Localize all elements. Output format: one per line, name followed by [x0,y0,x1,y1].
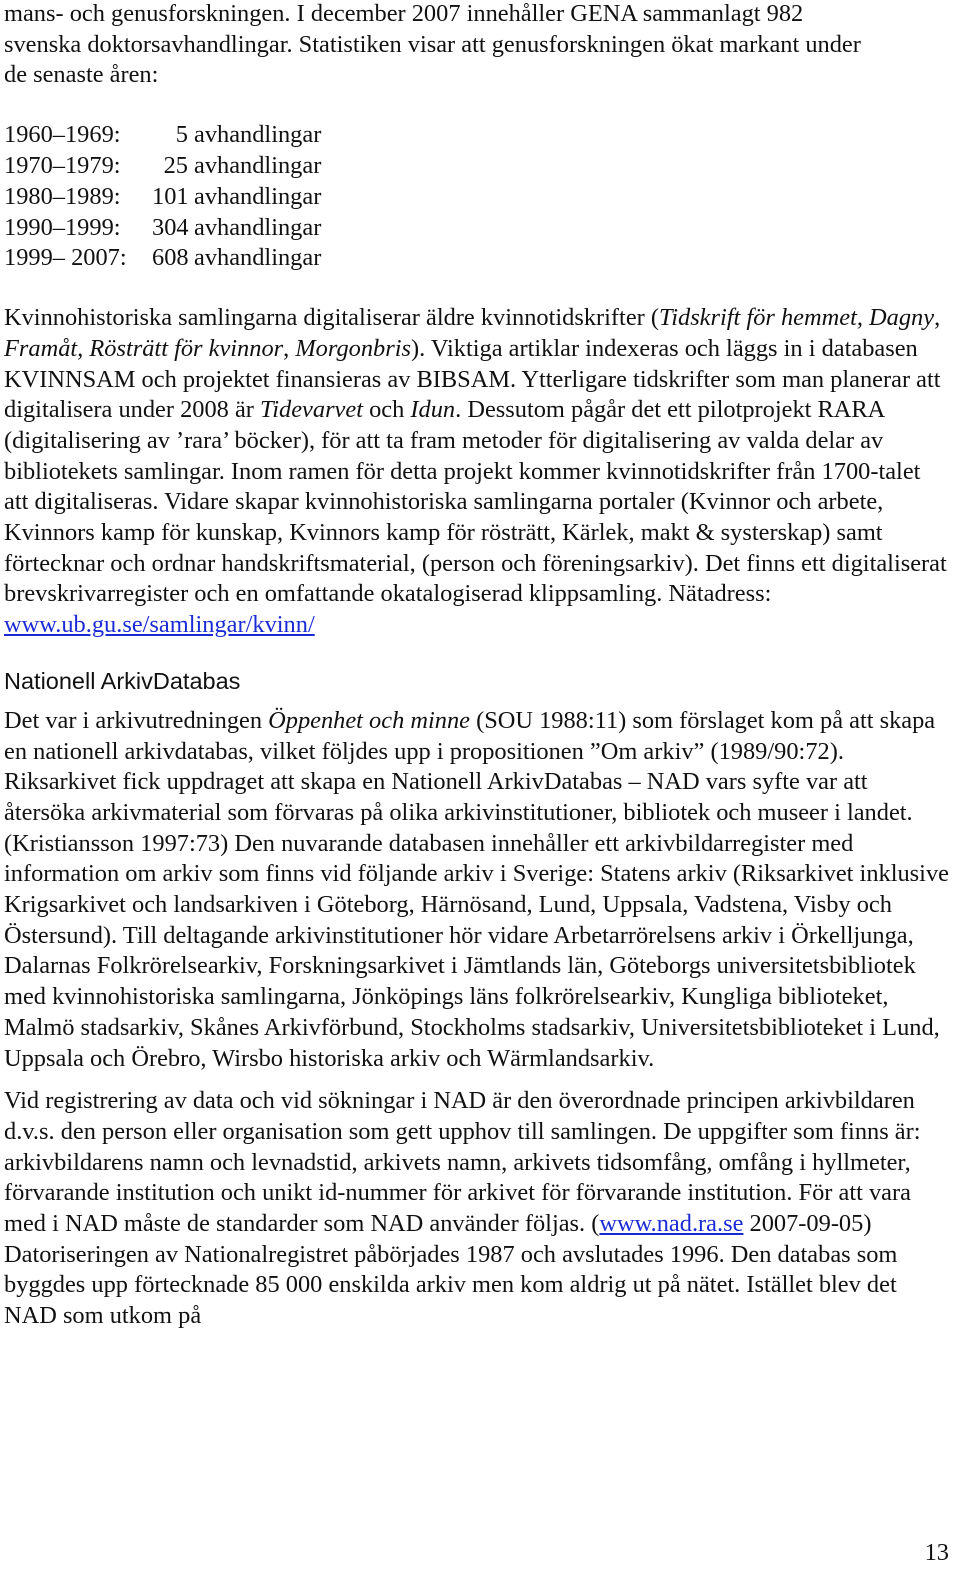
text-run: . Dessutom pågår det ett pilotprojekt RARA (digitalisering av ’rara’ böcker), för att ta fram metoder för digitalisering av valda delar av bibliotekets samlingar. Inom ramen för detta projekt kommer kvinnotidskrifter från 1700-talet att digitaliseras. Vidare skapar kvinnohistoriska samlingarna portaler (Kvinnor och arbete, Kvinnors kamp för kunskap, Kvinnors kamp för rösträtt, Kärlek, makt & systerskap) samt förtecknar och ordnar handskriftsmaterial, (person och föreningsarkiv). Det finns ett digitaliserat brevskrivarregister och en omfattande okatalogiserad klippsamling. Nätadress: [4,396,947,608]
stat-row [4,243,949,274]
text-run: (SOU 1988:11) som förslaget kom på att skapa en nationell arkivdatabas, vilket följdes upp i propositionen ”Om arkiv” (1989/90:72). Riksarkivet fick uppdraget att skapa en Nationell ArkivDatabas – NAD vars syfte var att återsöka arkivmaterial som förvaras på olika arkivinstitutioner, bibliotek och museer i landet. (Kristiansson 1997:73) Den nuvarande databasen innehåller ett arkivbildarregister med information om arkiv som finns vid följande arkiv i Sverige: Statens arkiv (Riksarkivet inklusive Krigsarkivet och landsarkiven i Göteborg, Härnösand, Lund, Uppsala, Vadstena, Visby och Östersund). Till deltagande arkivinstitutioner hör vidare Arbetarrörelsens arkiv i Örkelljunga, Dalarnas Folkrörelsearkiv, Forskningsarkivet i Jämtlands län, Göteborgs universitetsbibliotek med kvinnohistoriska samlingarna, Jönköpings läns folkrörelsearkiv, Kungliga biblioteket, Malmö stadsarkiv, Skånes Arkivförbund, Stockholms stadsarkiv, Universitetsbiblioteket i Lund, Uppsala och Örebro, Wirsbo historiska arkiv och Wärmlandsarkiv. [4,706,949,1072]
nad-registration-paragraph [4,1086,949,1332]
stat-period: 1980–1989: [4,182,121,210]
kvinn-web-link[interactable]: www.ub.gu.se/samlingar/kvinn/ [4,611,315,639]
stat-count: 101 [152,182,189,210]
dissertation-stats-list [4,120,949,274]
stat-row [4,213,949,244]
stat-unit: avhandlingar [194,244,322,272]
stat-row [4,151,949,182]
stat-unit: avhandlingar [194,213,322,241]
nad-web-link[interactable]: www.nad.ra.se [599,1210,744,1238]
intro-paragraph [4,0,949,91]
text-run: Kvinnohistoriska samlingarna digitaliserar äldre kvinnotidskrifter ( [4,304,659,332]
text-run: ). Viktiga artiklar indexeras och läggs in i databasen KVINNSAM och projektet finansieras av BIBSAM. Ytterligare tidskrifter som man planerar att digitalisera under 2008 är [4,334,941,424]
stat-period: 1990–1999: [4,213,121,241]
kvinnohistoriska-paragraph [4,303,949,641]
text-run: och [363,396,411,424]
text-run: Vid registrering av data och vid sökningar i NAD är den överordnade principen arkivbildaren d.v.s. den person eller organisation som gett upphov till samlingen. De uppgifter som finns är: arkivbildarens namn och levnadstid, arkivets namn, arkivets tidsomfång, omfång i hyllmeter, förvarande institution och unikt id-nummer för arkivet för förvarande institution. För att vara med i NAD måste de standarder som NAD använder följas. ( [4,1087,921,1238]
section-heading: Nationell ArkivDatabas [4,667,241,694]
italic-title: Morgonbris [295,334,411,362]
italic-title: Öppenhet och minne [268,706,470,734]
intro-line-1: mans- och genusforskningen. I december 2007 innehåller GENA sammanlagt 982 [4,0,804,27]
intro-line-2: svenska doktorsavhandlingar. Statistiken visar att genusforskningen ökat markant under [4,30,861,58]
italic-title: Framåt, Rösträtt för kvinnor [4,334,284,362]
stat-unit: avhandlingar [194,121,322,149]
text-run: , [934,304,941,332]
text-run: 2007-09-05) Datoriseringen av Nationalregistret påbörjades 1987 och avslutades 1996. Den databas som byggdes upp förtecknade 85 000 enskilda arkiv men kom aldrig ut på nätet. Istället blev det NAD som utkom på [4,1210,898,1330]
stat-unit: avhandlingar [194,182,322,210]
text-run: , [283,334,296,362]
stat-count: 5 [175,121,188,149]
stat-period: 1960–1969: [4,121,121,149]
stat-count: 608 [152,244,189,272]
intro-line-3: de senaste åren: [4,61,159,89]
stat-count: 304 [152,213,189,241]
italic-title: Tidskrift för hemmet, Dagny [659,304,935,332]
text-run: Det var i arkivutredningen [4,706,269,734]
stat-period: 1970–1979: [4,151,121,179]
italic-title: Idun [410,396,456,424]
stat-period: 1999– 2007: [4,244,127,272]
stat-row [4,120,949,151]
stat-count: 25 [163,151,188,179]
document-page [4,0,949,1332]
italic-title: Tidevarvet [260,396,363,424]
page-number: 13 [924,1539,949,1566]
stat-row [4,182,949,213]
nad-history-paragraph [4,706,949,1074]
stat-unit: avhandlingar [194,151,322,179]
